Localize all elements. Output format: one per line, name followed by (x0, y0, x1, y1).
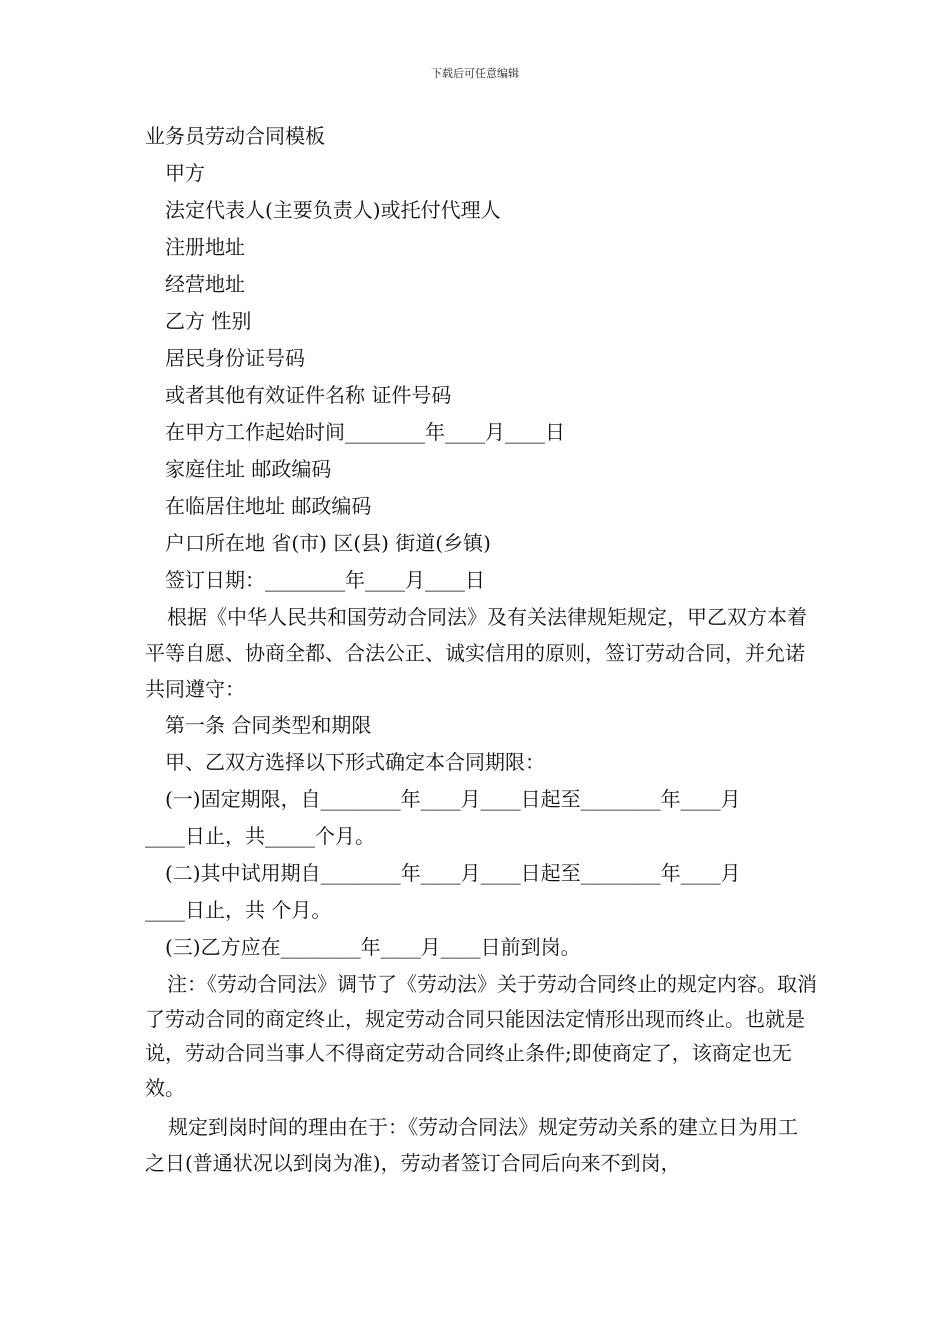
temporary-address-label: 在临居住地址 邮政编码 (165, 494, 372, 518)
legal-representative-label: 法定代表人(主要负责人)或托付代理人 (165, 198, 501, 222)
option1-line1: (一)固定期限，自________年____月____日起至________年____月 (165, 787, 741, 811)
reason-paragraph: 规定到岗时间的理由在于：《劳动合同法》规定劳动关系的建立日为用工之日(普通状况以到岗为准)，劳动者签订合同后向来不到岗， (145, 1115, 798, 1175)
option3-line: (三)乙方应在________年____月____日前到岗。 (165, 935, 581, 959)
work-start-date-line: 在甲方工作起始时间________年____月____日 (165, 420, 565, 444)
business-address-label: 经营地址 (165, 272, 245, 296)
other-certificate-label: 或者其他有效证件名称 证件号码 (165, 383, 452, 407)
signing-date-line: 签订日期：________年____月____日 (165, 568, 485, 592)
option1-line2: ____日止，共_____个月。 (145, 824, 375, 848)
article1-lead: 甲、乙双方选择以下形式确定本合同期限： (165, 750, 545, 774)
household-registration-label: 户口所在地 省(市) 区(县) 街道(乡镇) (165, 531, 491, 555)
contract-document (145, 118, 817, 1181)
id-number-label: 居民身份证号码 (165, 346, 305, 370)
party-b-gender-label: 乙方 性别 (165, 309, 252, 333)
document-title: 业务员劳动合同模板 (145, 124, 325, 148)
intro-paragraph: 根据《中华人民共和国劳动合同法》及有关法律规矩规定，甲乙双方本着平等自愿、协商全都、合法公正、诚实信用的原则，签订劳动合同，并允诺共同遵守： (145, 605, 807, 701)
page-header: 下载后可任意编辑 (431, 67, 519, 80)
article1-heading: 第一条 合同类型和期限 (165, 713, 372, 737)
note-paragraph: 注：《劳动合同法》调节了《劳动法》关于劳动合同终止的规定内容。取消了劳动合同的商定终止，规定劳动合同只能因法定情形出现而终止。也就是说，劳动合同当事人不得商定劳动合同终止条件;即使商定了，该商定也无效。 (145, 972, 817, 1100)
registered-address-label: 注册地址 (165, 235, 245, 259)
option2-line1: (二)其中试用期自________年____月____日起至________年____月 (165, 861, 741, 885)
option2-line2: ____日止，共 个月。 (145, 898, 332, 922)
home-address-label: 家庭住址 邮政编码 (165, 457, 332, 481)
party-a-label: 甲方 (165, 161, 205, 185)
